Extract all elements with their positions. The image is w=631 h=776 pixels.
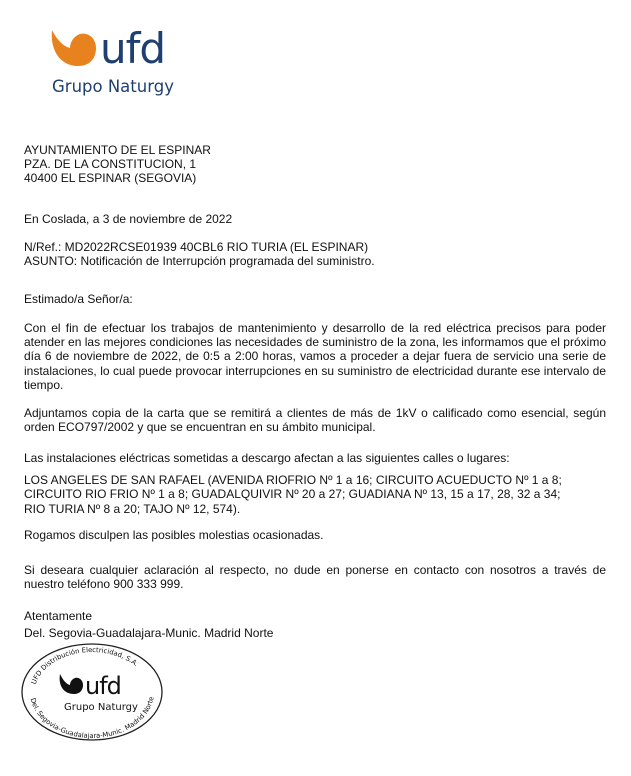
closing-signature: Del. Segovia-Guadalajara-Munic. Madrid Norte xyxy=(24,626,274,641)
closing-block xyxy=(24,609,273,640)
closing-regards: Atentamente xyxy=(24,609,93,623)
affected-streets-line-2: CIRCUITO RIO FRIO Nº 1 a 8; GUADALQUIVIR Nº 20 a 27; GUADIANA Nº 13, 15 a 17, 28, 32 a 34; xyxy=(24,487,561,502)
logo-wordmark: ufd xyxy=(100,24,166,73)
ufd-logo-icon xyxy=(44,22,104,82)
address-line-2: PZA. DE LA CONSTITUCION, 1 xyxy=(24,157,197,172)
paragraph-apology: Rogamos disculpen las posibles molestias ocasionadas. xyxy=(24,528,324,542)
subject-line: ASUNTO: Notificación de Interrupción programada del suministro. xyxy=(24,254,375,269)
paragraph-attached-copy: Adjuntamos copia de la carta que se remitirá a clientes de más de 1kV o calificado como esencial, según orden ECO797/2002 y que se encuentran en su ámbito municipal. xyxy=(24,406,606,435)
stamp-bottom-text: Del. Segovia-Guadalajara-Munic. Madrid Norte xyxy=(28,695,156,740)
salutation: Estimado/a Señor/a: xyxy=(24,292,133,306)
stamp-logo-icon xyxy=(60,674,83,694)
reference-block xyxy=(24,240,375,268)
address-line-1: AYUNTAMIENTO DE EL ESPINAR xyxy=(24,143,211,157)
affected-streets-line-3: RIO TURIA Nº 8 a 20; TAJO Nº 12, 574). xyxy=(24,501,241,516)
stamp-subbrand: Grupo Naturgy xyxy=(64,702,138,713)
affected-streets-line-1: LOS ANGELES DE SAN RAFAEL (AVENIDA RIOFRIO Nº 1 a 16; CIRCUITO ACUEDUCTO Nº 1 a 8; xyxy=(24,473,562,488)
company-stamp xyxy=(20,642,164,742)
company-logo xyxy=(44,22,184,102)
reference-number: N/Ref.: MD2022RCSE01939 40CBL6 RIO TURIA (EL ESPINAR) xyxy=(24,240,369,254)
paragraph-affected-streets xyxy=(24,451,606,516)
paragraph-maintenance-notice: Con el fin de efectuar los trabajos de mantenimiento y desarrollo de la red eléctrica precisos para poder atender en las mejores condiciones las necesidades de suministro de la zona, les informamos que el próximo día 6 de noviembre de 2022, de 0:5 a 2:00 horas, vamos a proceder a dejar fuera de servicio una serie de instalaciones, lo cual puede provocar interrupciones en su suministro de electricidad durante ese intervalo de tiempo. xyxy=(24,321,606,392)
address-line-3: 40400 EL ESPINAR (SEGOVIA) xyxy=(24,171,197,186)
logo-subbrand: Grupo Naturgy xyxy=(52,77,174,96)
date-line: En Coslada, a 3 de noviembre de 2022 xyxy=(24,212,233,226)
recipient-address xyxy=(24,143,211,186)
affected-streets-intro: Las instalaciones eléctricas sometidas a descargo afectan a las siguientes calles o lugares: xyxy=(24,451,510,465)
paragraph-contact: Si deseara cualquier aclaración al respecto, no dude en ponerse en contacto con nosotros a través de nuestro teléfono 900 333 999. xyxy=(24,563,606,592)
stamp-top-text: UFD Distribución Electricidad, S.A. xyxy=(29,645,140,686)
stamp-wordmark: ufd xyxy=(85,672,121,700)
